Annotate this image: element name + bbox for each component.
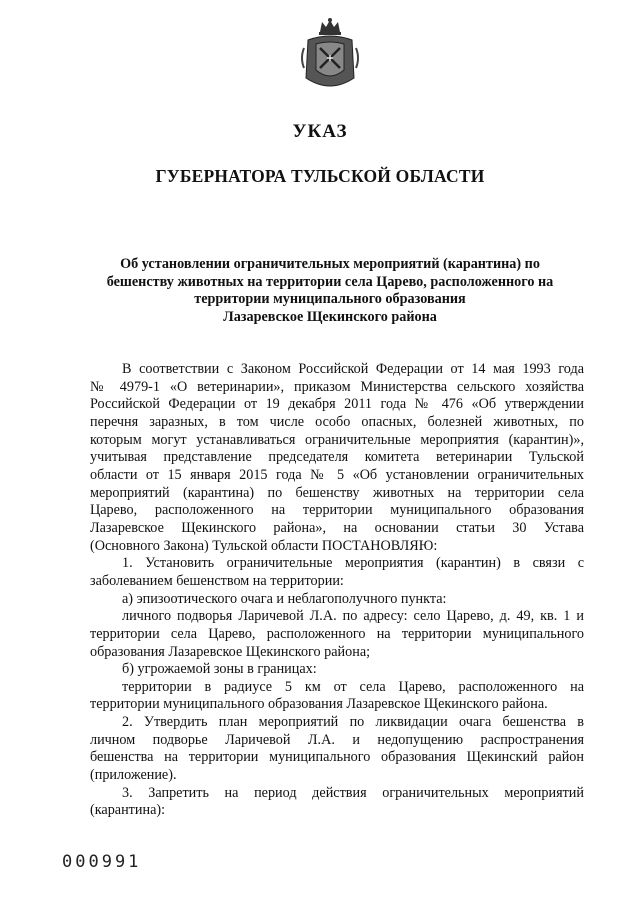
subject-line: территории муниципального образования: [194, 291, 466, 308]
subject-line: Об установлении ограничительных мероприятий (карантина) по: [120, 256, 540, 272]
body-text-line: (Основного Закона) Тульской области ПОСТАНОВЛЯЮ:: [90, 537, 438, 554]
body-text-line: учитывая представление председателя комитета ветеринарии Тульской: [90, 449, 584, 466]
body-text-line: В соответствии с Законом Российской Федерации от 14 мая 1993 года: [122, 361, 584, 377]
document-serial-number: 000991: [62, 852, 142, 872]
body-text-line: б) угрожаемой зоны в границах:: [122, 661, 317, 678]
body-text-line: 3. Запретить на период действия ограничительных мероприятий: [122, 784, 584, 801]
body-text-line: территории муниципального образования Лазаревское Щекинского района.: [90, 696, 548, 713]
body-text-line: личного подворья Ларичевой Л.А. по адресу: село Царево, д. 49, кв. 1 и: [122, 608, 584, 625]
body-text-line: заболеванием бешенством на территории:: [90, 572, 344, 589]
body-text-line: территории села Царево, расположенного на территории муниципального: [90, 625, 584, 642]
subject-line: Лазаревское Щекинского района: [223, 309, 437, 326]
decree-subject: [90, 256, 570, 327]
body-text-line: образования Лазаревское Щекинского района;: [90, 643, 371, 660]
body-text-line: (приложение).: [90, 767, 177, 784]
subject-line: бешенству животных на территории села Царево, расположенного на: [106, 273, 554, 290]
body-text-line: территории в радиусе 5 км от села Царево, расположенного на: [122, 678, 584, 695]
coat-of-arms-icon: [300, 18, 360, 94]
body-text-line: № 4979-1 «О ветеринарии», приказом Министерства сельского хозяйства: [90, 378, 584, 395]
body-text-line: 2. Утвердить план мероприятий по ликвидации очага бешенства в: [122, 714, 584, 731]
body-text-line: бешенства на территории муниципального образования Щекинский район: [90, 749, 584, 766]
decree-title: УКАЗ: [292, 121, 348, 142]
body-text-line: которым могут устанавливаться ограничительные мероприятия (карантин)»,: [90, 431, 584, 448]
decree-body: [90, 361, 584, 820]
body-text-line: перечня заразных, в том числе особо опасных, болезней животных, по: [90, 413, 584, 430]
body-text-line: Российской Федерации от 19 декабря 2011 года № 476 «Об утверждении: [90, 396, 584, 413]
body-text-line: личном подворье Ларичевой Л.А. и недопущению распространения: [90, 731, 584, 748]
body-text-line: мероприятий (карантина) по бешенству животных на территории села: [90, 484, 584, 501]
body-text-line: Лазаревское Щекинского района», на основании статьи 30 Устава: [90, 519, 584, 536]
body-text-line: а) эпизоотического очага и неблагополучного пункта:: [122, 590, 447, 607]
body-text-line: 1. Установить ограничительные мероприятия (карантин) в связи с: [122, 555, 584, 572]
body-text-line: (карантина):: [90, 802, 166, 819]
body-text-line: области от 15 января 2015 года № 5 «Об установлении ограничительных: [90, 466, 584, 483]
decree-authority: ГУБЕРНАТОРА ТУЛЬСКОЙ ОБЛАСТИ: [155, 166, 485, 186]
body-text-line: Царево, расположенного на территории муниципального образования: [90, 502, 584, 519]
